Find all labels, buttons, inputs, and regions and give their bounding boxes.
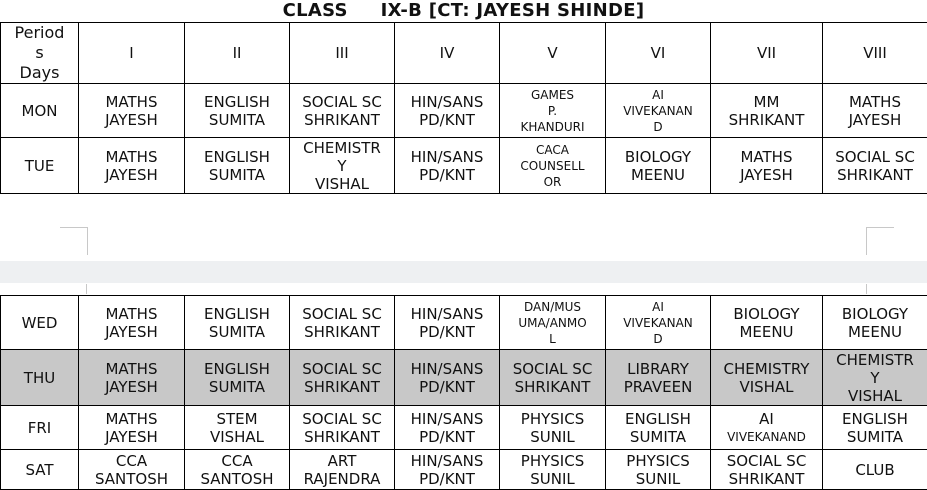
teacher-label: SHRIKANT — [711, 111, 822, 129]
period-header-7: VII — [711, 23, 823, 84]
subject-label: AI — [606, 87, 710, 103]
day-row-fri — [1, 406, 927, 450]
subject-label: BIOLOGY — [711, 305, 822, 323]
subject-label: HIN/SANS — [395, 305, 499, 323]
subject-label: ENGLISH — [185, 93, 289, 111]
timetable-cell — [823, 138, 927, 194]
timetable-cell — [185, 84, 290, 138]
timetable-cell — [79, 406, 185, 450]
teacher-label: JAYESH — [823, 111, 927, 129]
teacher-label: SHRIKANT — [290, 323, 394, 341]
teacher-label: L — [500, 331, 605, 347]
timetable-cell — [711, 138, 823, 194]
timetable-cell — [500, 296, 606, 350]
subject-label: ENGLISH — [185, 360, 289, 378]
day-cell: WED — [1, 296, 79, 350]
subject-label: MATHS — [79, 305, 184, 323]
teacher-label: VIVEKANAN — [606, 315, 710, 331]
teacher-label: JAYESH — [79, 428, 184, 446]
subject-label: AI — [711, 410, 822, 428]
day-row-wed — [1, 296, 927, 350]
subject-label: BIOLOGY — [606, 148, 710, 166]
teacher-label: SHRIKANT — [290, 378, 394, 396]
timetable-cell — [290, 138, 395, 194]
timetable-cell — [500, 138, 606, 194]
timetable-cell — [395, 84, 500, 138]
timetable-cell — [185, 450, 290, 490]
timetable-cell — [395, 450, 500, 490]
period-header-2: II — [185, 23, 290, 84]
timetable-cell — [823, 406, 927, 450]
subject-label: CCA — [79, 452, 184, 470]
teacher-label: PD/KNT — [395, 166, 499, 184]
timetable-bottom — [0, 295, 927, 490]
timetable-cell — [606, 296, 711, 350]
teacher-label: D — [606, 119, 710, 135]
subject-label: HIN/SANS — [395, 452, 499, 470]
teacher-label: JAYESH — [79, 378, 184, 396]
period-header-8: VIII — [823, 23, 927, 84]
timetable-cell — [500, 406, 606, 450]
teacher-label: PD/KNT — [395, 378, 499, 396]
teacher-label: JAYESH — [79, 166, 184, 184]
timetable-cell — [711, 84, 823, 138]
subject-label: HIN/SANS — [395, 360, 499, 378]
subject-label: SOCIAL SC — [500, 360, 605, 378]
teacher-label: VISHAL — [711, 378, 822, 396]
subject-label: ART — [290, 452, 394, 470]
corner-label: s — [1, 43, 78, 63]
subject-label: PHYSICS — [500, 452, 605, 470]
teacher-label: SUMITA — [185, 323, 289, 341]
timetable-cell — [290, 296, 395, 350]
teacher-label: JAYESH — [79, 323, 184, 341]
subject-label: STEM — [185, 410, 289, 428]
subject-label: GAMES — [500, 87, 605, 103]
day-cell: MON — [1, 84, 79, 138]
corner-label: Period — [1, 23, 78, 43]
day-row-thu — [1, 350, 927, 406]
teacher-label: RAJENDRA — [290, 470, 394, 488]
subject-label: CHEMISTRY — [711, 360, 822, 378]
subject-label: PHYSICS — [606, 452, 710, 470]
timetable-cell — [500, 84, 606, 138]
period-header-3: III — [290, 23, 395, 84]
timetable-cell — [606, 84, 711, 138]
teacher-label: VIVEKANAN — [606, 103, 710, 119]
timetable-cell — [185, 296, 290, 350]
timetable-top — [0, 22, 927, 194]
subject-label: ENGLISH — [185, 305, 289, 323]
timetable-cell — [185, 138, 290, 194]
subject-label: CCA — [185, 452, 289, 470]
subject-label: SOCIAL SC — [290, 305, 394, 323]
period-header-5: V — [500, 23, 606, 84]
teacher-label: SHRIKANT — [290, 428, 394, 446]
subject-label: SOCIAL SC — [823, 148, 927, 166]
timetable-cell — [823, 296, 927, 350]
subject-label: MATHS — [79, 360, 184, 378]
corner-label: Days — [1, 63, 78, 83]
teacher-label: UMA/ANMO — [500, 315, 605, 331]
subject-label: MATHS — [79, 93, 184, 111]
timetable-cell — [395, 138, 500, 194]
teacher-label: PD/KNT — [395, 428, 499, 446]
timetable-cell — [823, 350, 927, 406]
subject-label: ENGLISH — [823, 410, 927, 428]
teacher-label: SHRIKANT — [500, 378, 605, 396]
header-row — [1, 23, 927, 84]
teacher-label: SANTOSH — [79, 470, 184, 488]
timetable-title: CLASS IX-B [CT: JAYESH SHINDE] — [0, 0, 927, 22]
teacher-label: PD/KNT — [395, 470, 499, 488]
subject-label: MATHS — [711, 148, 822, 166]
timetable-cell — [711, 450, 823, 490]
subject-label: CLUB — [823, 461, 927, 479]
page-crop-mark-left — [60, 227, 88, 255]
teacher-label: PD/KNT — [395, 111, 499, 129]
page-crop-mark-right — [866, 227, 894, 255]
day-cell: TUE — [1, 138, 79, 194]
timetable-cell — [711, 296, 823, 350]
timetable-cell — [290, 406, 395, 450]
teacher-label: OR — [500, 174, 605, 190]
subject-label: MATHS — [823, 93, 927, 111]
timetable-cell — [606, 350, 711, 406]
subject-label: CHEMISTR — [290, 139, 394, 157]
teacher-label: MEENU — [711, 323, 822, 341]
teacher-label: SUMITA — [823, 428, 927, 446]
teacher-label: SUNIL — [500, 428, 605, 446]
teacher-label: PD/KNT — [395, 323, 499, 341]
teacher-label: VIVEKANAND — [711, 428, 822, 446]
teacher-label: SHRIKANT — [711, 470, 822, 488]
teacher-label: SUMITA — [185, 111, 289, 129]
teacher-label: SUNIL — [500, 470, 605, 488]
page-break-band — [0, 261, 927, 283]
teacher-label: JAYESH — [711, 166, 822, 184]
subject-label: SOCIAL SC — [711, 452, 822, 470]
teacher-label: SUMITA — [185, 166, 289, 184]
timetable-cell — [185, 350, 290, 406]
timetable-cell — [606, 138, 711, 194]
timetable-cell — [290, 84, 395, 138]
subject-label: CHEMISTR — [823, 351, 927, 369]
teacher-label: MEENU — [823, 323, 927, 341]
teacher-label: Y — [823, 369, 927, 387]
timetable-cell — [79, 296, 185, 350]
teacher-label: SUMITA — [606, 428, 710, 446]
subject-label: HIN/SANS — [395, 410, 499, 428]
timetable-cell — [79, 350, 185, 406]
subject-label: MATHS — [79, 148, 184, 166]
period-header-1: I — [79, 23, 185, 84]
timetable-cell — [395, 296, 500, 350]
teacher-label: KHANDURI — [500, 119, 605, 135]
subject-label: AI — [606, 299, 710, 315]
subject-label: LIBRARY — [606, 360, 710, 378]
teacher-label: VISHAL — [185, 428, 289, 446]
subject-label: DAN/MUS — [500, 299, 605, 315]
subject-label: BIOLOGY — [823, 305, 927, 323]
teacher-label: SANTOSH — [185, 470, 289, 488]
timetable-cell — [79, 450, 185, 490]
day-row-mon — [1, 84, 927, 138]
teacher-label: Y — [290, 157, 394, 175]
timetable-cell — [823, 84, 927, 138]
subject-label: PHYSICS — [500, 410, 605, 428]
timetable-cell — [79, 84, 185, 138]
teacher-label: VISHAL — [823, 387, 927, 405]
timetable-cell — [500, 350, 606, 406]
day-cell: FRI — [1, 406, 79, 450]
teacher-label: JAYESH — [79, 111, 184, 129]
teacher-label: SUMITA — [185, 378, 289, 396]
day-row-tue — [1, 138, 927, 194]
timetable-cell — [290, 450, 395, 490]
timetable-cell — [79, 138, 185, 194]
subject-label: HIN/SANS — [395, 93, 499, 111]
teacher-label: PRAVEEN — [606, 378, 710, 396]
subject-label: ENGLISH — [606, 410, 710, 428]
period-header-4: IV — [395, 23, 500, 84]
subject-label: HIN/SANS — [395, 148, 499, 166]
day-cell: SAT — [1, 450, 79, 490]
teacher-label: P. — [500, 103, 605, 119]
teacher-label: COUNSELL — [500, 158, 605, 174]
teacher-label: SHRIKANT — [823, 166, 927, 184]
subject-label: SOCIAL SC — [290, 410, 394, 428]
timetable-cell — [823, 450, 927, 490]
teacher-label: D — [606, 331, 710, 347]
header-corner-cell — [1, 23, 79, 84]
timetable-cell — [500, 450, 606, 490]
timetable-cell — [711, 406, 823, 450]
day-cell: THU — [1, 350, 79, 406]
teacher-label: VISHAL — [290, 175, 394, 193]
subject-label: MATHS — [79, 410, 184, 428]
subject-label: SOCIAL SC — [290, 93, 394, 111]
page-tick-left — [86, 284, 87, 294]
page-tick-right — [866, 284, 867, 294]
timetable-cell — [606, 450, 711, 490]
timetable-cell — [395, 406, 500, 450]
subject-label: SOCIAL SC — [290, 360, 394, 378]
teacher-label: SUNIL — [606, 470, 710, 488]
timetable-cell — [395, 350, 500, 406]
teacher-label: SHRIKANT — [290, 111, 394, 129]
timetable-cell — [711, 350, 823, 406]
day-row-sat — [1, 450, 927, 490]
timetable-cell — [185, 406, 290, 450]
teacher-label: MEENU — [606, 166, 710, 184]
subject-label: CACA — [500, 142, 605, 158]
timetable-cell — [606, 406, 711, 450]
subject-label: ENGLISH — [185, 148, 289, 166]
subject-label: MM — [711, 93, 822, 111]
period-header-6: VI — [606, 23, 711, 84]
timetable-cell — [290, 350, 395, 406]
